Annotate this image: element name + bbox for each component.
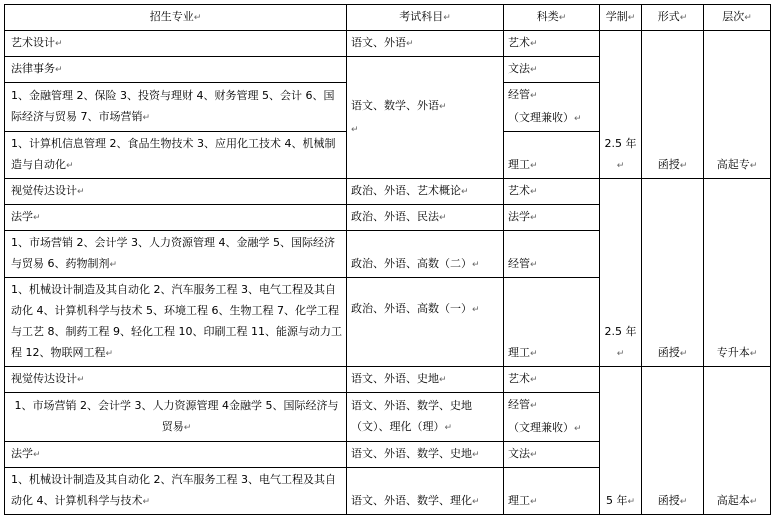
category-cell: 理工↵ bbox=[504, 468, 600, 515]
major-cell: 1、计算机信息管理 2、食品生物技术 3、应用化工技术 4、机械制造与自动化↵ bbox=[5, 132, 347, 179]
category-cell: 经管↵ （文理兼收）↵ bbox=[504, 393, 600, 442]
admissions-table bbox=[4, 4, 771, 515]
major-cell: 艺术设计↵ bbox=[5, 31, 347, 57]
header-level: 层次↵ bbox=[704, 5, 771, 31]
category-cell: 理工↵ bbox=[504, 278, 600, 367]
subjects-cell: 语文、外语、史地↵ bbox=[347, 367, 504, 393]
header-row bbox=[5, 5, 771, 31]
duration-cell: 5 年↵ bbox=[600, 367, 642, 515]
subjects-cell: 语文、外语、数学、史地↵ bbox=[347, 442, 504, 468]
major-cell: 1、金融管理 2、保险 3、投资与理财 4、财务管理 5、会计 6、国际经济与贸易 7、市场营销↵ bbox=[5, 83, 347, 132]
subjects-cell: 政治、外语、艺术概论↵ bbox=[347, 179, 504, 205]
header-major: 招生专业↵ bbox=[5, 5, 347, 31]
header-subjects: 考试科目↵ bbox=[347, 5, 504, 31]
duration-cell: 2.5 年↵ bbox=[600, 179, 642, 367]
category-cell: 艺术↵ bbox=[504, 179, 600, 205]
category-cell: 法学↵ bbox=[504, 205, 600, 231]
subjects-cell: 语文、外语↵ bbox=[347, 31, 504, 57]
table-row bbox=[5, 31, 771, 57]
duration-cell: 2.5 年↵ bbox=[600, 31, 642, 179]
major-cell: 法学↵ bbox=[5, 205, 347, 231]
major-cell: 1、市场营销 2、会计学 3、人力资源管理 4、金融学 5、国际经济与贸易 6、药物制剂↵ bbox=[5, 231, 347, 278]
header-category: 科类↵ bbox=[504, 5, 600, 31]
header-form: 形式↵ bbox=[642, 5, 704, 31]
form-cell: 函授↵ bbox=[642, 367, 704, 515]
subjects-cell: 政治、外语、高数（一）↵ bbox=[347, 278, 504, 367]
subjects-cell: 政治、外语、高数（二）↵ bbox=[347, 231, 504, 278]
subjects-cell: 语文、外语、数学、理化↵ bbox=[347, 468, 504, 515]
category-cell: 经管↵ bbox=[504, 231, 600, 278]
level-cell: 高起专↵ bbox=[704, 31, 771, 179]
form-cell: 函授↵ bbox=[642, 31, 704, 179]
header-duration: 学制↵ bbox=[600, 5, 642, 31]
major-cell: 视觉传达设计↵ bbox=[5, 367, 347, 393]
subjects-cell: 语文、外语、数学、史地（文）、理化（理）↵ bbox=[347, 393, 504, 442]
category-cell: 文法↵ bbox=[504, 442, 600, 468]
major-cell: 1、机械设计制造及其自动化 2、汽车服务工程 3、电气工程及其自动化 4、计算机科学与技术↵ bbox=[5, 468, 347, 515]
category-cell: 经管↵ （文理兼收）↵ bbox=[504, 83, 600, 132]
major-cell: 1、市场营销 2、会计学 3、人力资源管理 4金融学 5、国际经济与贸易↵ bbox=[5, 393, 347, 442]
subjects-cell: 政治、外语、民法↵ bbox=[347, 205, 504, 231]
major-cell: 法律事务↵ bbox=[5, 57, 347, 83]
category-cell: 文法↵ bbox=[504, 57, 600, 83]
major-cell: 法学↵ bbox=[5, 442, 347, 468]
subjects-cell: 语文、数学、外语↵ ↵ bbox=[347, 57, 504, 179]
form-cell: 函授↵ bbox=[642, 179, 704, 367]
level-cell: 专升本↵ bbox=[704, 179, 771, 367]
level-cell: 高起本↵ bbox=[704, 367, 771, 515]
table-row bbox=[5, 179, 771, 205]
table-row bbox=[5, 367, 771, 393]
major-cell: 1、机械设计制造及其自动化 2、汽车服务工程 3、电气工程及其自动化 4、计算机科学与技术 5、环境工程 6、生物工程 7、化学工程与工艺 8、制药工程 9、轻化工程 10、印刷工程 11、能源与动力工程 12、物联网工程↵ bbox=[5, 278, 347, 367]
category-cell: 理工↵ bbox=[504, 132, 600, 179]
major-cell: 视觉传达设计↵ bbox=[5, 179, 347, 205]
category-cell: 艺术↵ bbox=[504, 367, 600, 393]
category-cell: 艺术↵ bbox=[504, 31, 600, 57]
